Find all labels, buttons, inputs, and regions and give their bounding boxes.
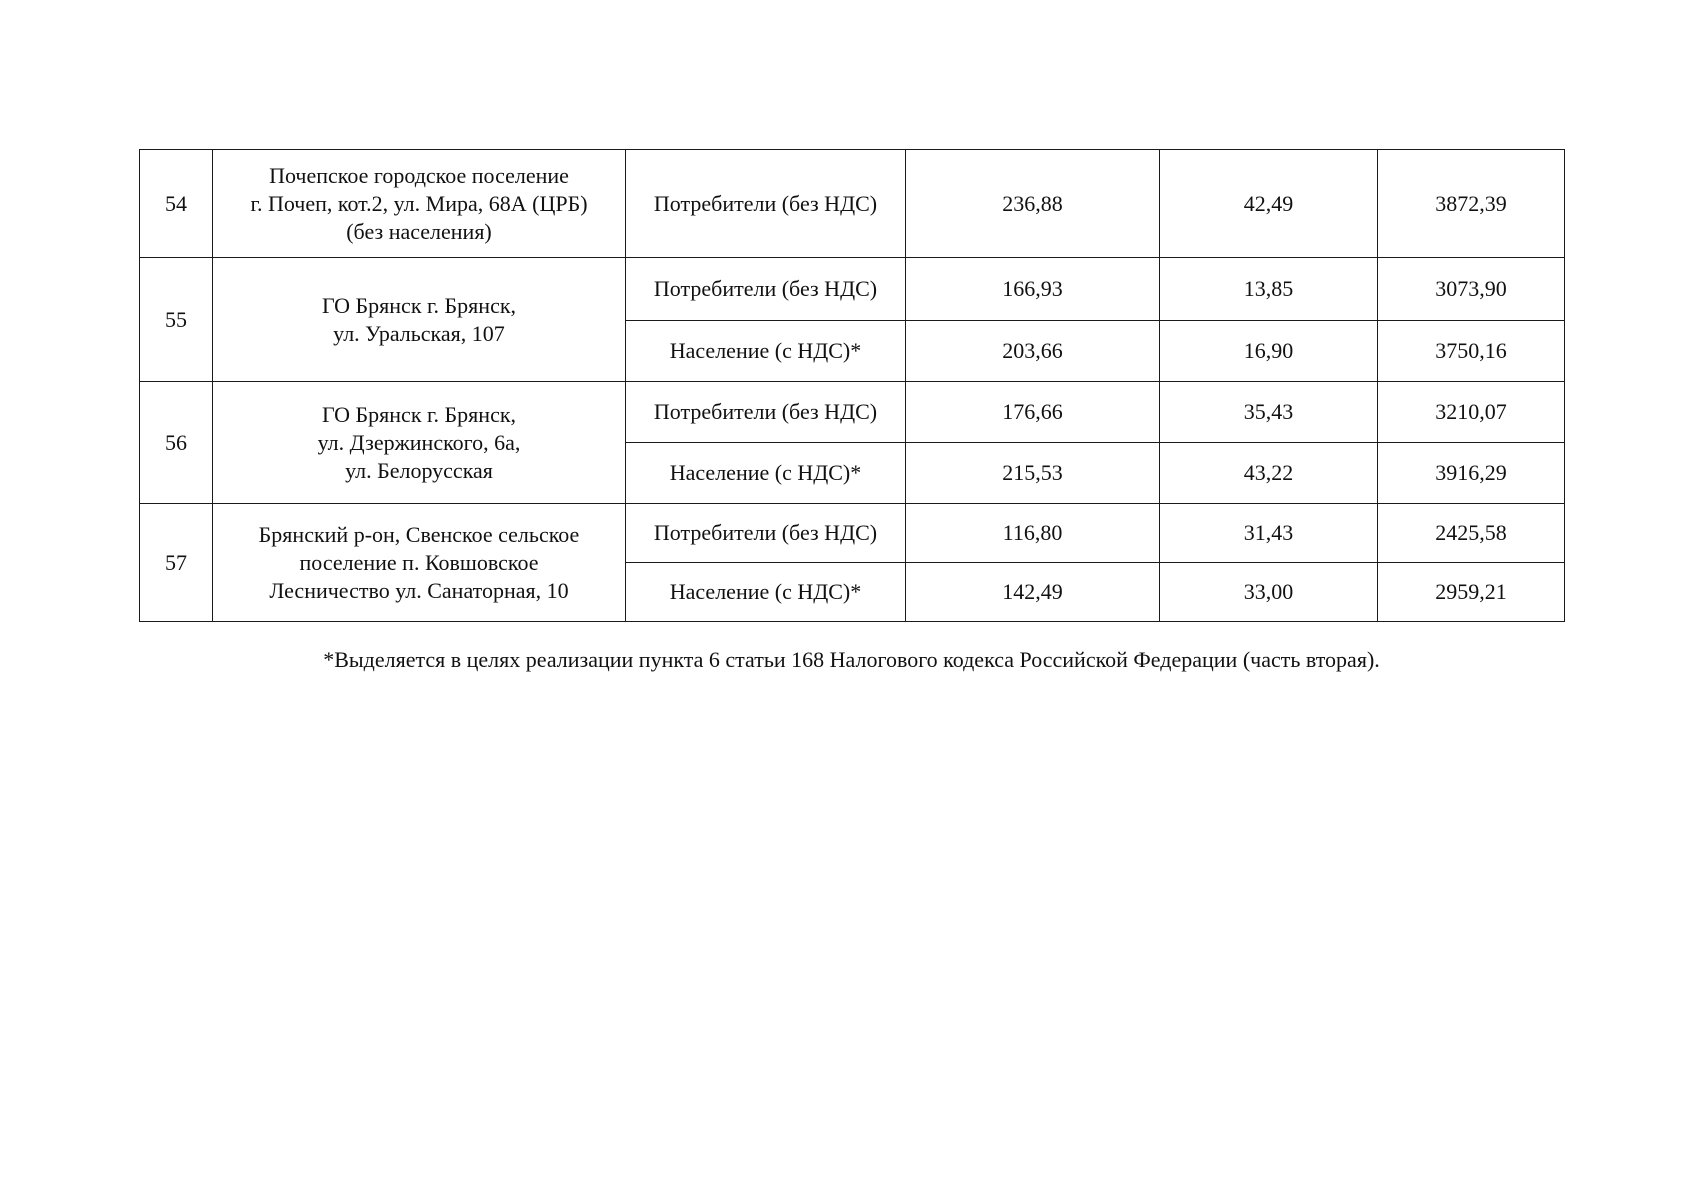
address-line: Брянский р-он, Свенское сельское [258, 521, 580, 547]
address-line: (без населения) [346, 218, 492, 244]
consumer-category: Население (с НДС)* [626, 443, 906, 504]
value-3: 3750,16 [1378, 321, 1565, 382]
value-2: 43,22 [1160, 443, 1378, 504]
address-line: Почепское городское поселение [269, 162, 569, 188]
consumer-category: Потребители (без НДС) [626, 150, 906, 258]
address-line: г. Почеп, кот.2, ул. Мира, 68А (ЦРБ) [250, 190, 588, 216]
row-number: 57 [140, 504, 213, 622]
row-number: 54 [140, 150, 213, 258]
address-line: ГО Брянск г. Брянск, [321, 292, 517, 318]
address-cell [213, 382, 626, 504]
consumer-category: Потребители (без НДС) [626, 504, 906, 563]
row-number: 56 [140, 382, 213, 504]
address-cell [213, 504, 626, 622]
consumer-category: Население (с НДС)* [626, 563, 906, 622]
value-1: 236,88 [906, 150, 1160, 258]
value-2: 42,49 [1160, 150, 1378, 258]
row-number: 55 [140, 258, 213, 382]
table-row [140, 258, 1565, 321]
footnote: *Выделяется в целях реализации пункта 6 статьи 168 Налогового кодекса Российской Федерации (часть вторая). [323, 647, 1380, 672]
value-1: 142,49 [906, 563, 1160, 622]
address-cell [213, 150, 626, 258]
value-3: 3916,29 [1378, 443, 1565, 504]
value-3: 3210,07 [1378, 382, 1565, 443]
consumer-category: Потребители (без НДС) [626, 258, 906, 321]
value-3: 3073,90 [1378, 258, 1565, 321]
value-1: 215,53 [906, 443, 1160, 504]
table-row [140, 150, 1565, 258]
address-line: поселение п. Ковшовское [299, 549, 539, 575]
consumer-category: Население (с НДС)* [626, 321, 906, 382]
address-line: ул. Белорусская [345, 457, 493, 483]
value-2: 33,00 [1160, 563, 1378, 622]
value-2: 16,90 [1160, 321, 1378, 382]
value-1: 203,66 [906, 321, 1160, 382]
address-line: Лесничество ул. Санаторная, 10 [269, 577, 569, 603]
table-row [140, 504, 1565, 563]
address-cell [213, 258, 626, 382]
table-row [140, 382, 1565, 443]
value-1: 176,66 [906, 382, 1160, 443]
address-line: ул. Дзержинского, 6а, [317, 429, 521, 455]
value-3: 2425,58 [1378, 504, 1565, 563]
value-1: 116,80 [906, 504, 1160, 563]
value-2: 31,43 [1160, 504, 1378, 563]
value-2: 35,43 [1160, 382, 1378, 443]
address-line: ГО Брянск г. Брянск, [321, 401, 517, 427]
address-line: ул. Уральская, 107 [333, 320, 505, 346]
value-3: 2959,21 [1378, 563, 1565, 622]
value-2: 13,85 [1160, 258, 1378, 321]
tariff-table [139, 149, 1565, 622]
value-3: 3872,39 [1378, 150, 1565, 258]
consumer-category: Потребители (без НДС) [626, 382, 906, 443]
value-1: 166,93 [906, 258, 1160, 321]
